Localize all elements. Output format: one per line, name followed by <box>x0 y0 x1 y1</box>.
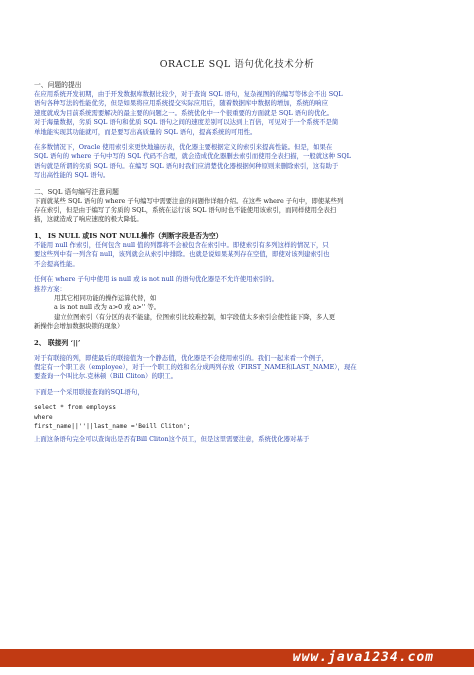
body-line-highlighted: SQL 语句的 where 子句中写的 SQL 代码不合理，就会造成优化器删去索引而使用全表扫描，一般就这种 SQL <box>34 152 351 161</box>
body-line: 下面就某些 SQL 语句的 where 子句编写中需要注意的问题作详细介绍。在这些 where 子句中，即使某些列 <box>34 196 344 205</box>
recommendation-line: 建立位图索引（有分区的表不能建，位图索引比较难控制，如字段值太多索引会使性能下降，多人更 <box>54 312 336 321</box>
body-line-highlighted: 单地能实现其功能就可，而是要写出高质量的 SQL 语句，提高系统的可用性。 <box>34 127 257 136</box>
body-line: 描，这就造成了响应速度的极大降低。 <box>34 215 143 224</box>
recommendation-line: a is not null 改为 a>0 或 a>'' 等。 <box>54 303 161 312</box>
code-line: select * from employss <box>34 404 116 412</box>
document-body <box>34 80 442 444</box>
recommendation-line: 用其它相同功能的操作运算代替，如 <box>54 293 157 302</box>
body-line: 存在索引，但是由于编写了劣质的 SQL，系统在运行该 SQL 语句时也不能使用该索引，而同样使用全表扫 <box>34 206 337 215</box>
section-heading: 二、SQL 语句编写注意问题 <box>34 187 119 196</box>
body-line-highlighted: 上面这条语句完全可以查询出是否有Bill Cliton这个员工，但是这里需要注意，系统优化器对基于 <box>34 434 310 443</box>
footer-watermark: www.java1234.com <box>292 650 434 665</box>
body-line-highlighted: 在应用系统开发初期，由于开发数据库数据比较少，对于查询 SQL 语句，复杂视图的的编写等体会不出 SQL <box>34 90 343 98</box>
subsection-heading: 1、 IS NULL 或IS NOT NULL操作（判断字段是否为空） <box>34 231 223 240</box>
body-line-highlighted: 推荐方案： <box>34 284 66 293</box>
body-line-highlighted: 不能用 null 作索引，任何包含 null 值的列都将不会被包含在索引中。即使索引有多列这样的情况下，只 <box>34 240 329 249</box>
body-line-highlighted: 语句各种写法的性能优劣，但是如果将应用系统提交实际应用后，随着数据库中数据的增加，系统的响应 <box>34 99 328 108</box>
document-title: ORACLE SQL 语句优化技术分析 <box>159 59 315 70</box>
body-line-highlighted: 要这些列中有一列含有 null，该列就会从索引中排除。也就是说如果某列存在空值，即使对该列建索引也 <box>34 250 330 259</box>
body-line-highlighted: 速度就成为目前系统需要解决的最主要的问题之一。系统优化中一个很重要的方面就是 SQL 语句的优化。 <box>34 108 334 117</box>
body-line: 新操作会增加数据块锁的现象） <box>34 322 124 331</box>
body-line-highlighted: 任何在 where 子句中使用 is null 或 is not null 的语句优化器是不允许使用索引的。 <box>34 275 279 284</box>
body-line-highlighted: 假定有一个职工表（employee），对于一个职工的姓和名分成两列存放（FIRST_NAME和LAST_NAME），现在 <box>34 362 357 371</box>
body-line-highlighted: 下面是一个采用联接查询的SQL语句， <box>34 387 144 396</box>
body-line-highlighted: 对于有联接的列，即使最后的联接值为一个静态值，优化器是不会使用索引的。我们一起来看一个例子， <box>34 353 328 362</box>
body-line-highlighted: 不会提高性能。 <box>34 259 79 268</box>
body-line-highlighted: 语句就是所谓的劣质 SQL 语句。在编写 SQL 语句时我们应清楚优化器根据何种原则来删除索引，这有助于 <box>34 161 339 170</box>
body-line-highlighted: 写出高性能的 SQL 语句。 <box>34 171 110 180</box>
code-line: where <box>34 413 53 421</box>
body-line-highlighted: 在多数情况下，Oracle 使用索引来更快地遍历表，优化器主要根据定义的索引来提高性能。但是，如果在 <box>34 143 333 152</box>
code-line: first_name||''||last_name ='Beill Cliton'; <box>34 423 191 431</box>
subsection-heading: 2、 联接列 ‘||’ <box>34 338 81 347</box>
section-heading: 一、问题的提出 <box>34 81 82 89</box>
body-line-highlighted: 要查询一个叫比尔.克林顿（Bill Cliton）的职工。 <box>34 372 178 381</box>
body-line-highlighted: 对于海量数据，劣质 SQL 语句和优质 SQL 语句之间的速度差别可以达到上百倍，可见对于一个系统不是简 <box>34 118 339 127</box>
